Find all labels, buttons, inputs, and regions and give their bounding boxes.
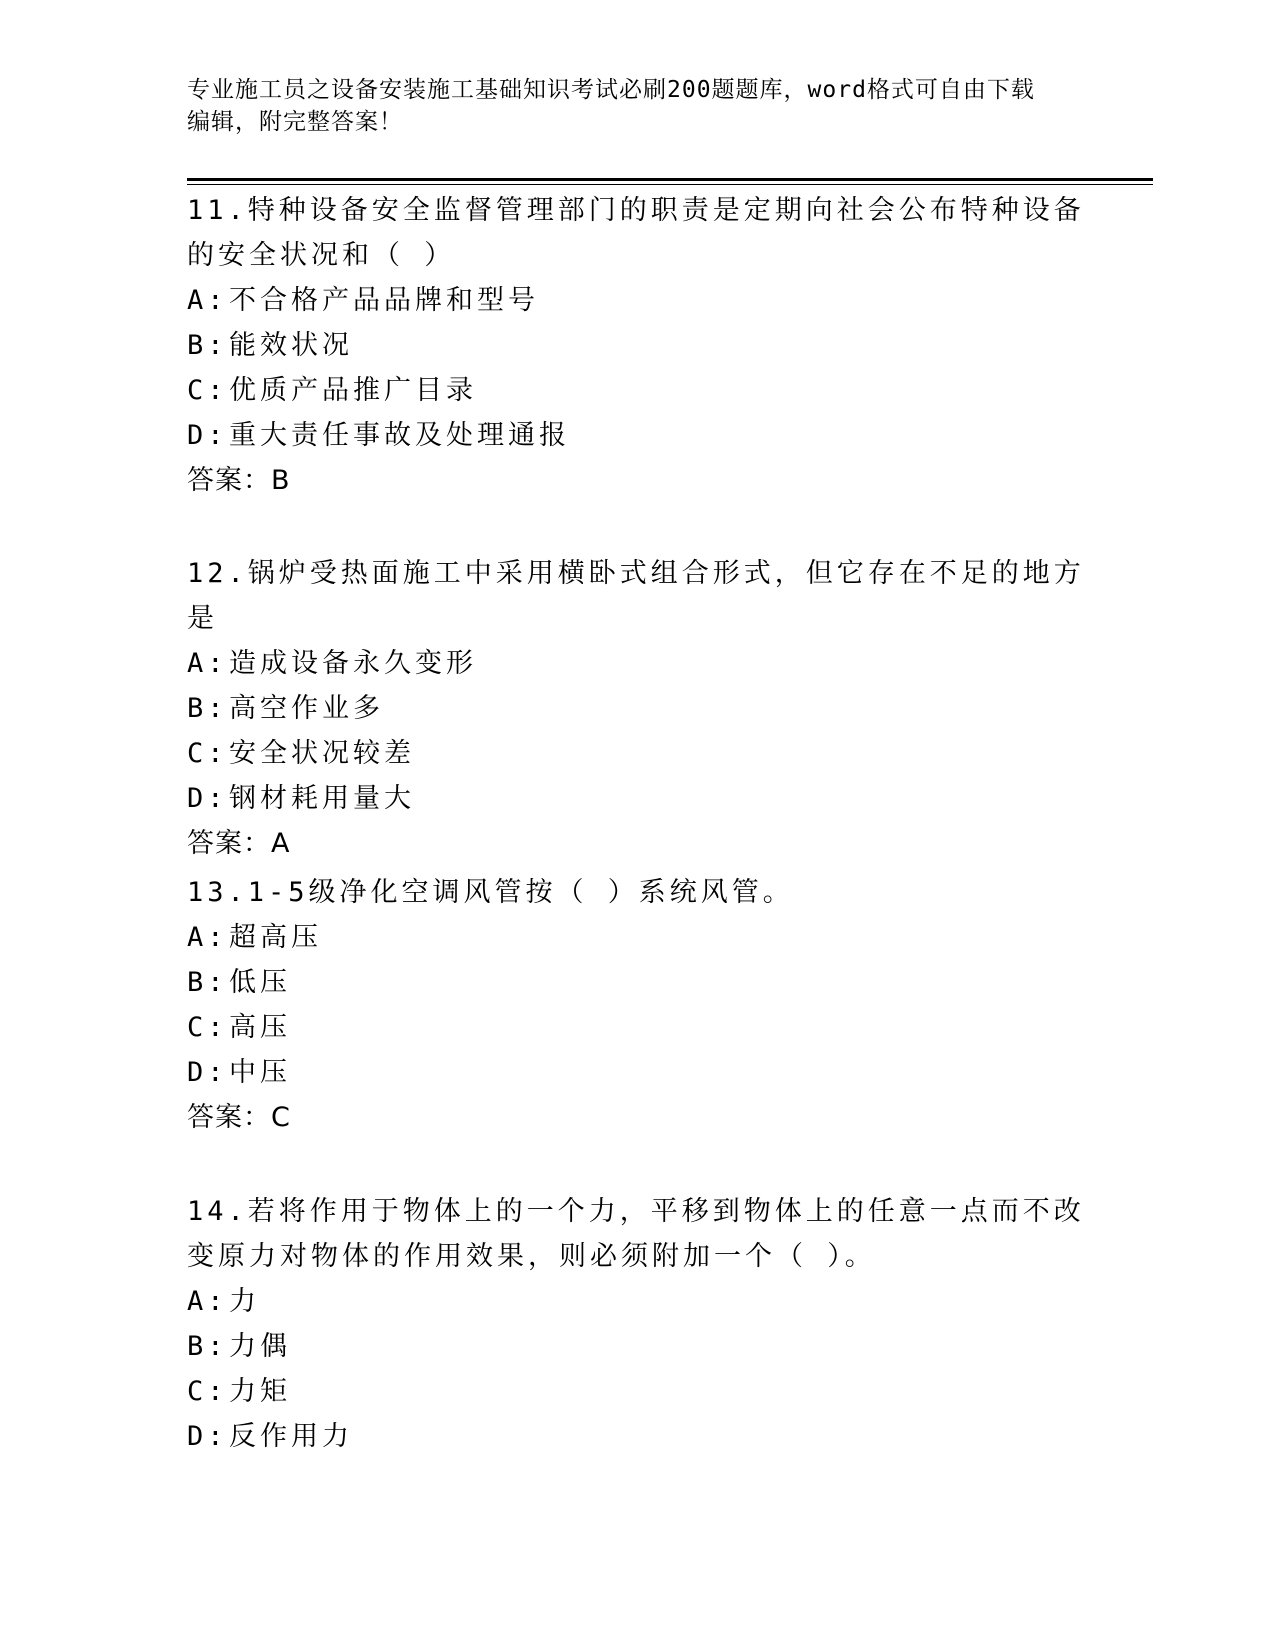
option-text: 力偶 <box>229 1331 291 1362</box>
option-b <box>187 1324 1087 1369</box>
question-stem: 14.若将作用于物体上的一个力，平移到物体上的任意一点而不改变原力对物体的作用效果，则必须附加一个（ ）。 <box>187 1196 1085 1272</box>
header-divider-thick <box>187 178 1153 181</box>
option-key: C: <box>187 375 228 406</box>
option-text: 重大责任事故及处理通报 <box>229 420 570 451</box>
option-a <box>187 1279 1087 1324</box>
question-12 <box>187 551 1087 866</box>
header-line-2: 编辑，附完整答案！ <box>187 109 403 135</box>
option-text: 造成设备永久变形 <box>229 648 477 679</box>
option-b <box>187 686 1087 731</box>
question-stem: 13.1-5级净化空调风管按（ ）系统风管。 <box>187 877 794 908</box>
option-text: 能效状况 <box>229 330 353 361</box>
option-key: C: <box>187 1376 228 1407</box>
answer-line: 答案：C <box>187 1102 291 1133</box>
option-text: 力 <box>229 1286 260 1317</box>
option-b <box>187 323 1087 368</box>
header-line-1: 专业施工员之设备安装施工基础知识考试必刷200题题库，word格式可自由下载 <box>187 77 1035 103</box>
option-a <box>187 641 1087 686</box>
question-14 <box>187 1189 1087 1459</box>
option-b <box>187 960 1087 1005</box>
option-key: A: <box>187 1286 228 1317</box>
option-text: 超高压 <box>229 922 322 953</box>
question-11 <box>187 188 1087 503</box>
option-d <box>187 413 1087 458</box>
option-text: 钢材耗用量大 <box>229 783 415 814</box>
option-text: 反作用力 <box>229 1421 353 1452</box>
document-header <box>187 74 1067 138</box>
option-key: C: <box>187 738 228 769</box>
option-key: D: <box>187 783 228 814</box>
option-text: 不合格产品品牌和型号 <box>229 285 539 316</box>
option-text: 高空作业多 <box>229 693 384 724</box>
option-c <box>187 1369 1087 1414</box>
option-key: C: <box>187 1012 228 1043</box>
option-c <box>187 368 1087 413</box>
option-d <box>187 1050 1087 1095</box>
question-stem: 11.特种设备安全监督管理部门的职责是定期向社会公布特种设备的安全状况和（ ） <box>187 195 1085 271</box>
option-key: D: <box>187 1421 228 1452</box>
option-text: 安全状况较差 <box>229 738 415 769</box>
option-text: 力矩 <box>229 1376 291 1407</box>
question-13 <box>187 870 1087 1140</box>
option-a <box>187 915 1087 960</box>
option-key: A: <box>187 648 228 679</box>
answer-line: 答案：B <box>187 465 291 496</box>
option-text: 优质产品推广目录 <box>229 375 477 406</box>
option-c <box>187 1005 1087 1050</box>
option-key: D: <box>187 420 228 451</box>
option-text: 高压 <box>229 1012 291 1043</box>
option-d <box>187 1414 1087 1459</box>
option-key: B: <box>187 1331 228 1362</box>
option-a <box>187 278 1087 323</box>
option-key: B: <box>187 967 228 998</box>
answer-line: 答案：A <box>187 828 291 859</box>
option-key: A: <box>187 285 228 316</box>
option-text: 中压 <box>229 1057 291 1088</box>
option-text: 低压 <box>229 967 291 998</box>
option-c <box>187 731 1087 776</box>
option-key: D: <box>187 1057 228 1088</box>
option-d <box>187 776 1087 821</box>
header-divider-thin <box>187 184 1153 185</box>
option-key: B: <box>187 693 228 724</box>
option-key: A: <box>187 922 228 953</box>
question-stem: 12.锅炉受热面施工中采用横卧式组合形式，但它存在不足的地方是 <box>187 558 1085 634</box>
option-key: B: <box>187 330 228 361</box>
